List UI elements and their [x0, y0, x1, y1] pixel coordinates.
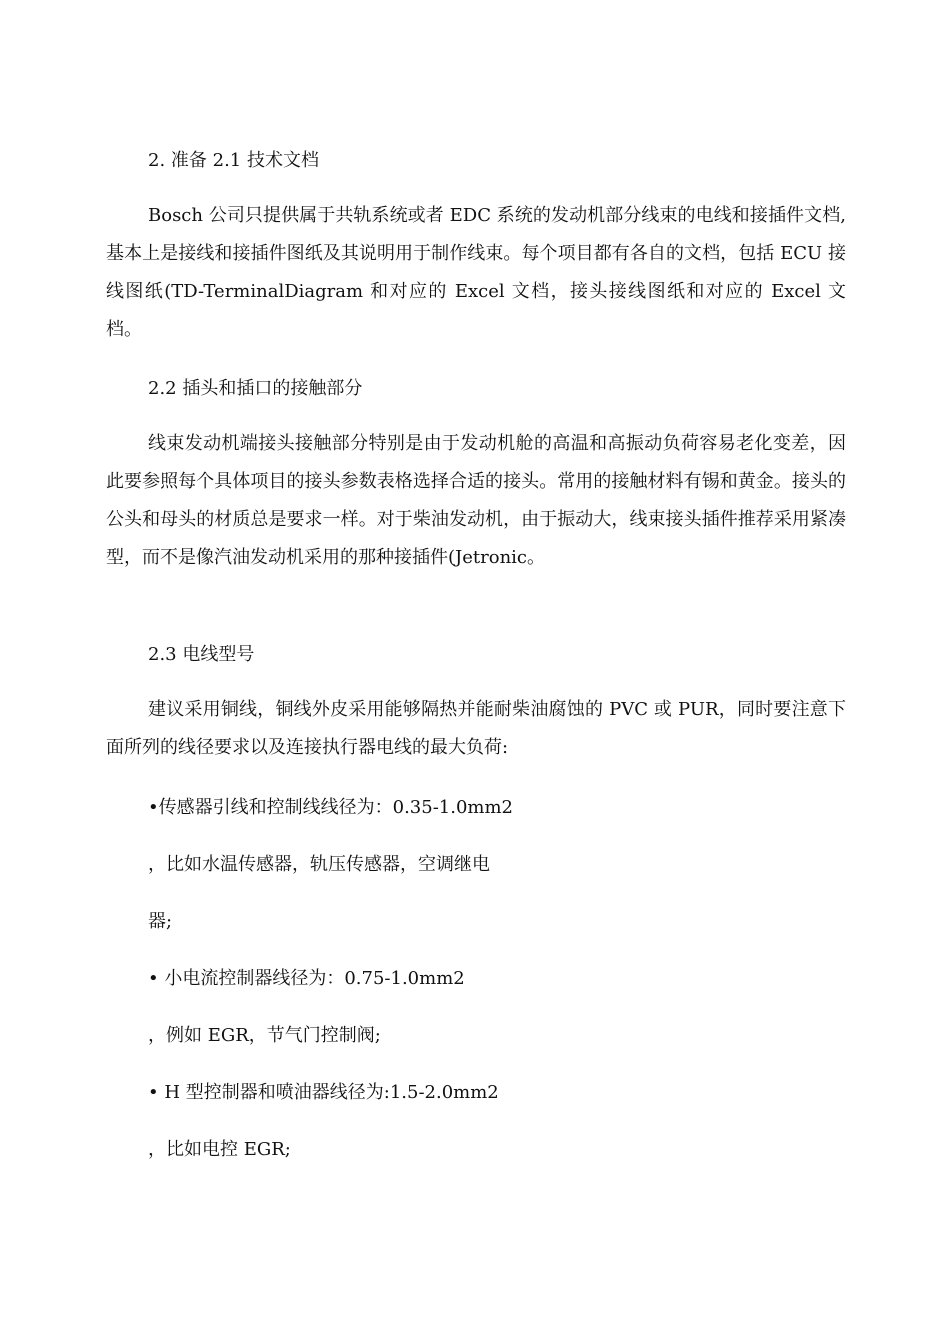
list-item-sensor-examples: ，比如水温传感器，轨压传感器，空调继电: [148, 854, 490, 875]
list-item-small-current-examples: ，例如 EGR，节气门控制阀;: [148, 1025, 381, 1046]
section-heading-2-3: 2.3 电线型号: [148, 644, 255, 665]
section-heading-2-1: 2. 准备 2.1 技术文档: [148, 150, 319, 171]
paragraph-contact-parts: 线束发动机端接头接触部分特别是由于发动机舱的高温和高振动负荷容易老化变差，因此要参照每个具体项目的接头参数表格选择合适的接头。常用的接触材料有锡和黄金。接头的公头和母头的材质总是要求一样。对于柴油发动机，由于振动大，线束接头插件推荐采用紧凑型，而不是像汽油发动机采用的那种接插件(Jetronic。: [106, 433, 846, 568]
list-item-h-type-examples: ，比如电控 EGR;: [148, 1139, 291, 1160]
paragraph-technical-docs: Bosch 公司只提供属于共轨系统或者 EDC 系统的发动机部分线束的电线和接插件文档,基本上是接线和接插件图纸及其说明用于制作线束。每个项目都有各自的文档，包括 ECU 接线图纸(TD-TerminalDiagram 和对应的 Excel 文档，接头接线图纸和对应的 Excel 文档。: [106, 205, 846, 340]
list-item-sensor-examples-cont: 器;: [148, 911, 173, 932]
list-item-h-type: • H 型控制器和喷油器线径为:1.5-2.0mm2: [148, 1082, 499, 1103]
paragraph-wire-types: 建议采用铜线，铜线外皮采用能够隔热并能耐柴油腐蚀的 PVC 或 PUR，同时要注意下面所列的线径要求以及连接执行器电线的最大负荷:: [106, 699, 846, 758]
section-heading-2-2: 2.2 插头和插口的接触部分: [148, 378, 363, 399]
list-item-sensor-wire: •传感器引线和控制线线径为：0.35-1.0mm2: [148, 797, 513, 818]
list-item-small-current: • 小电流控制器线径为：0.75-1.0mm2: [148, 968, 465, 989]
